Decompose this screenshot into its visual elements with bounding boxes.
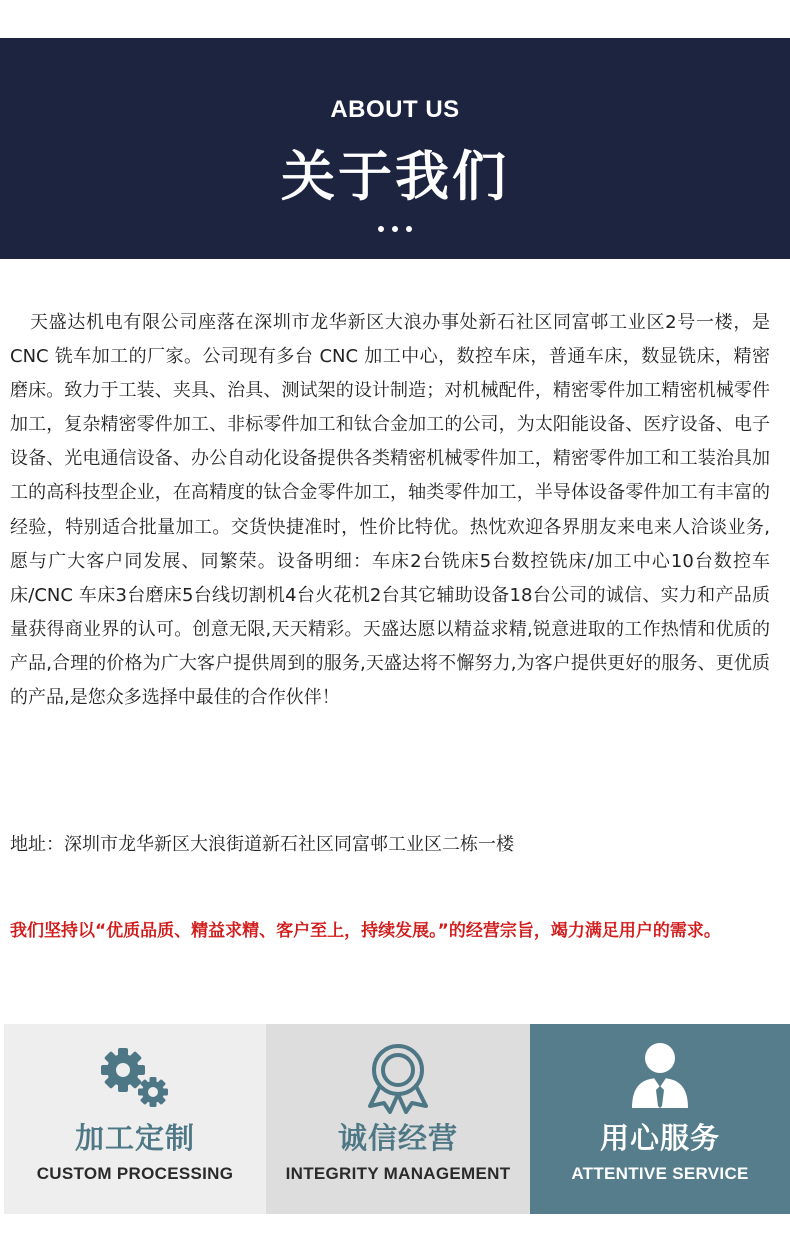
banner-dots xyxy=(0,226,790,236)
feature-subtitle: INTEGRITY MANAGEMENT xyxy=(285,1164,511,1183)
feature-card-attentive-service xyxy=(530,1024,790,1214)
feature-title: 诚信经营 xyxy=(337,1121,458,1155)
banner-subtitle: ABOUT US xyxy=(330,96,460,123)
feature-subtitle: ATTENTIVE SERVICE xyxy=(571,1164,749,1183)
banner-title: 关于我们 xyxy=(281,145,509,208)
service-person-icon xyxy=(620,1040,700,1116)
award-ribbon-icon xyxy=(358,1040,438,1120)
feature-subtitle: CUSTOM PROCESSING xyxy=(36,1164,234,1183)
dot xyxy=(392,226,398,232)
about-us-banner xyxy=(0,38,790,259)
dot xyxy=(378,226,384,232)
company-commitment: 我们坚持以“优质品质、精益求精、客户至上，持续发展。”的经营宗旨，竭力满足用户的需求。 xyxy=(10,921,721,941)
gears-icon xyxy=(93,1040,177,1116)
feature-title: 加工定制 xyxy=(74,1121,195,1155)
feature-title: 用心服务 xyxy=(599,1121,720,1155)
feature-card-integrity-management xyxy=(266,1024,530,1214)
dot xyxy=(406,226,412,232)
feature-cards xyxy=(4,1024,790,1214)
feature-card-custom-processing xyxy=(4,1024,266,1214)
company-address: 地址：深圳市龙华新区大浪街道新石社区同富邨工业区二栋一楼 xyxy=(10,834,514,855)
company-intro: 天盛达机电有限公司座落在深圳市龙华新区大浪办事处新石社区同富邨工业区2号一楼，是 CNC 铣车加工的厂家。公司现有多台 CNC 加工中心，数控车床，普通车床，数显铣床，精密磨床。致力于工装、夹具、治具、测试架的设计制造；对机械配件，精密零件加工精密机械零件加工，复杂精密零件加工、非标零件加工和钛合金加工的公司，为太阳能设备、医疗设备、电子设备、光电通信设备、办公自动化设备提供各类精密机械零件加工，精密零件加工和工装治具加工的高科技型企业，在高精度的钛合金零件加工，轴类零件加工，半导体设备零件加工有丰富的经验，特别适合批量加工。交货快捷准时，性价比特优。热忱欢迎各界朋友来电来人洽谈业务,愿与广大客户同发展、同繁荣。设备明细：车床2台铣床5台数控铣床/加工中心10台数控车床/CNC 车床3台磨床5台线切割机4台火花机2台其它辅助设备18台公司的诚信、实力和产品质量获得商业界的认可。创意无限,天天精彩。天盛达愿以精益求精,锐意进取的工作热情和优质的产品,合理的价格为广大客户提供周到的服务,天盛达将不懈努力,为客户提供更好的服务、更优质的产品,是您众多选择中最佳的合作伙伴！ xyxy=(10,312,770,709)
